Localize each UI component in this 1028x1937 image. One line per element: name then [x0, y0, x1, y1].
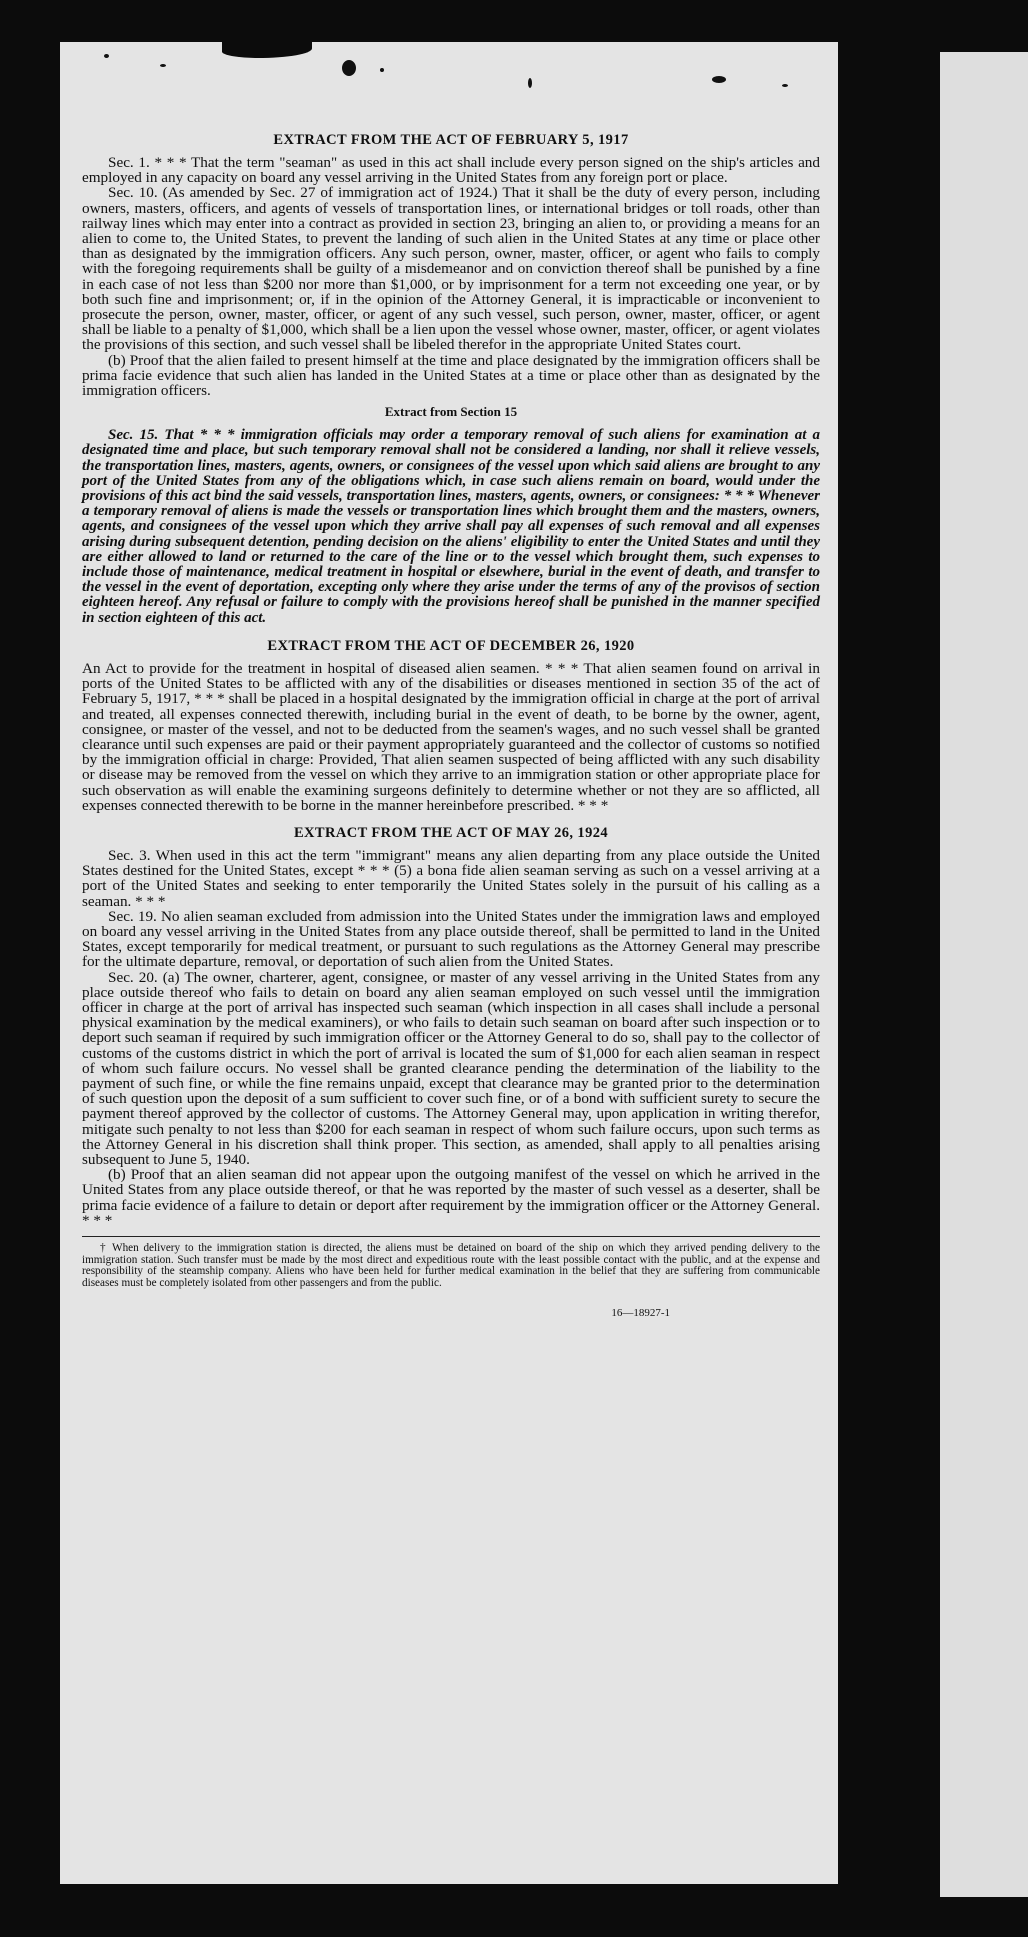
- footnote-divider: [82, 1236, 820, 1237]
- section-extract-15: [82, 404, 820, 626]
- scan-speck: [222, 42, 312, 58]
- paragraph-sec-15: Sec. 15. That * * * immigration officials may order a temporary removal of such aliens for examination at a designated time and place, but such temporary removal shall not be considered a landing, nor shall it relieve vessels, the transportation lines, masters, agents, owners, or consignees of the vessel upon which said aliens are brought to any port of the United States from any of the obligations which, in case such aliens remain on board, would under the provisions of this act bind the said vessels, transportation lines, masters, agents, owners, or consignees: * * * Whenever a temporary removal of aliens is made the vessels or transportation lines which brought them and the masters, owners, agents, and consignees of the vessel upon which they arrive shall pay all expenses of such removal and all expenses arising during subsequent detention, pending decision on the aliens' eligibility to enter the United States and until they are either allowed to land or returned to the care of the line or to the vessel which brought them, such expenses to include those of maintenance, medical treatment in hospital or elsewhere, burial in the event of death, and transfer to the vessel in the event of deportation, excepting only where they arise under the terms of any of the provisos of section eighteen hereof. Any refusal or failure to comply with the provisions hereof shall be punished in the manner specified in section eighteen of this act.: [82, 427, 820, 626]
- scan-speck: [712, 76, 726, 83]
- document-page: [60, 42, 838, 1884]
- scan-speck: [528, 78, 532, 88]
- scan-speck: [342, 60, 356, 76]
- adjacent-page-edge: [940, 52, 1028, 1897]
- section-act-1920: [82, 638, 820, 813]
- section-act-1924: [82, 825, 820, 1228]
- paragraph-sec-1: Sec. 1. * * * That the term "seaman" as used in this act shall include every person signed on the ship's articles and employed in any capacity on board any vessel arriving in the United States from any foreign port or place.: [82, 154, 820, 187]
- paragraph-sec-20-b: (b) Proof that an alien seaman did not appear upon the outgoing manifest of the vessel on which he arrived in the United States from any place outside thereof, or that he was reported by the master of such vessel as a deserter, shall be prima facie evidence of a failure to detain or deport after requirement by the immigration officer or the Attorney General. * * *: [82, 1166, 820, 1229]
- scan-speck: [380, 68, 384, 72]
- section-heading: EXTRACT FROM THE ACT OF FEBRUARY 5, 1917: [273, 132, 629, 148]
- paragraph-sec-20-a: Sec. 20. (a) The owner, charterer, agent, consignee, or master of any vessel arriving in the United States from any place outside thereof who fails to detain on board any alien seaman employed on such vessel until the immigration officer in charge at the port of arrival has inspected such seaman (which inspection in all cases shall include a personal physical examination by the medical examiners), or who fails to detain such seaman on board after such inspection or to deport such seaman if required by such immigration officer or the Attorney General to do so, shall pay to the collector of customs of the customs district in which the port of arrival is located the sum of $1,000 for each alien seaman in respect of whom such failure occurs. No vessel shall be granted clearance pending the determination of the liability to the payment of such fine, or while the fine remains unpaid, except that clearance may be granted prior to the determination of such question upon the deposit of a sum sufficient to cover such fine, or of a bond with sufficient surety to secure the payment thereof approved by the collector of customs. The Attorney General may, upon application in writing therefor, mitigate such penalty to not less than $200 for each seaman in respect of whom such failure occurs, upon such terms as the Attorney General in his discretion shall think proper. This section, as amended, shall apply to all penalties arising subsequent to June 5, 1940.: [82, 968, 820, 1168]
- paragraph-sec-10-b: (b) Proof that the alien failed to present himself at the time and place designated by the immigration officers shall be prima facie evidence that such alien has landed in the United States at a time or place other than as designated by the immigration officers.: [82, 351, 820, 400]
- scan-speck: [160, 64, 166, 67]
- form-number: 16—18927-1: [611, 1307, 670, 1320]
- section-heading: EXTRACT FROM THE ACT OF MAY 26, 1924: [293, 824, 609, 841]
- paragraph-sec-19: Sec. 19. No alien seaman excluded from admission into the United States under the immigration laws and employed on board any vessel arriving in the United States from any place outside thereof, shall be permitted to land in the United States, except temporarily for medical treatment, or pursuant to such regulations as the Attorney General may prescribe for the ultimate departure, removal, or deportation of such alien from the United States.: [82, 907, 820, 971]
- footnote: † When delivery to the immigration station is directed, the aliens must be detained on board of the ship on which they arrived pending delivery to the immigration station. Such transfer must be made by the most direct and expeditious route with the least possible contact with the public, and at the expense and responsibility of the steamship company. Aliens who have been held for further medical examination in the belief that they are suffering from communicable diseases must be completely isolated from other passengers and from the public.: [82, 1242, 820, 1289]
- section-heading: Extract from Section 15: [384, 404, 518, 420]
- paragraph-sec-10: Sec. 10. (As amended by Sec. 27 of immigration act of 1924.) That it shall be the duty of every person, including owners, masters, officers, and agents of vessels of transportation lines, or international bridges or toll roads, other than railway lines which may enter into a contract as provided in section 23, bringing an alien to, or providing a means for an alien to come to, the United States, to prevent the landing of such alien in the United States at any time or place other than as designated by the immigration officers. Any such person, owner, master, officer, or agent who fails to comply with the foregoing requirements shall be guilty of a misdemeanor and on conviction thereof shall be punished by a fine in each case of not less than $200 nor more than $1,000, or by imprisonment for a term not exceeding one year, or by both such fine and imprisonment; or, if in the opinion of the Attorney General, it is impracticable or inconvenient to prosecute the person, owner, master, officer, or agent of any such vessel, such person, owner, master, officer, or agent shall be liable to a penalty of $1,000, which shall be a lien upon the vessel whose owner, master, officer, or agent violates the provisions of this section, and such vessel shall be libeled therefor in the appropriate United States court.: [82, 184, 820, 354]
- section-act-1917: [82, 132, 820, 398]
- paragraph-sec-3: Sec. 3. When used in this act the term "immigrant" means any alien departing from any place outside the United States destined for the United States, except * * * (5) a bona fide alien seaman serving as such on a vessel arriving at a port of the United States and seeking to enter temporarily the United States solely in the pursuit of his calling as a seaman. * * *: [82, 846, 820, 910]
- scan-speck: [104, 54, 109, 58]
- paragraph-act-1920: An Act to provide for the treatment in hospital of diseased alien seamen. * * * That alien seamen found on arrival in ports of the United States to be afflicted with any of the disabilities or diseases mentioned in section 35 of the act of February 5, 1917, * * * shall be placed in a hospital designated by the immigration official in charge at the port of arrival and treated, all expenses connected therewith, including burial in the event of death, to be borne by the owner, agent, consignee, or master of the vessel, and not to be deducted from the seamen's wages, and no such vessel shall be granted clearance until such expenses are paid or their payment appropriately guaranteed and the collector of customs so notified by the immigration official in charge: Provided, That alien seamen suspected of being afflicted with any such disability or disease may be removed from the vessel on which they arrive to an immigration station or other appropriate place for such observation as will enable the examining surgeons definitely to determine whether or not they are so afflicted, all expenses connected therewith to be borne in the manner hereinbefore prescribed. * * *: [82, 659, 820, 814]
- section-heading: EXTRACT FROM THE ACT OF DECEMBER 26, 1920: [267, 637, 635, 654]
- scan-speck: [782, 84, 788, 87]
